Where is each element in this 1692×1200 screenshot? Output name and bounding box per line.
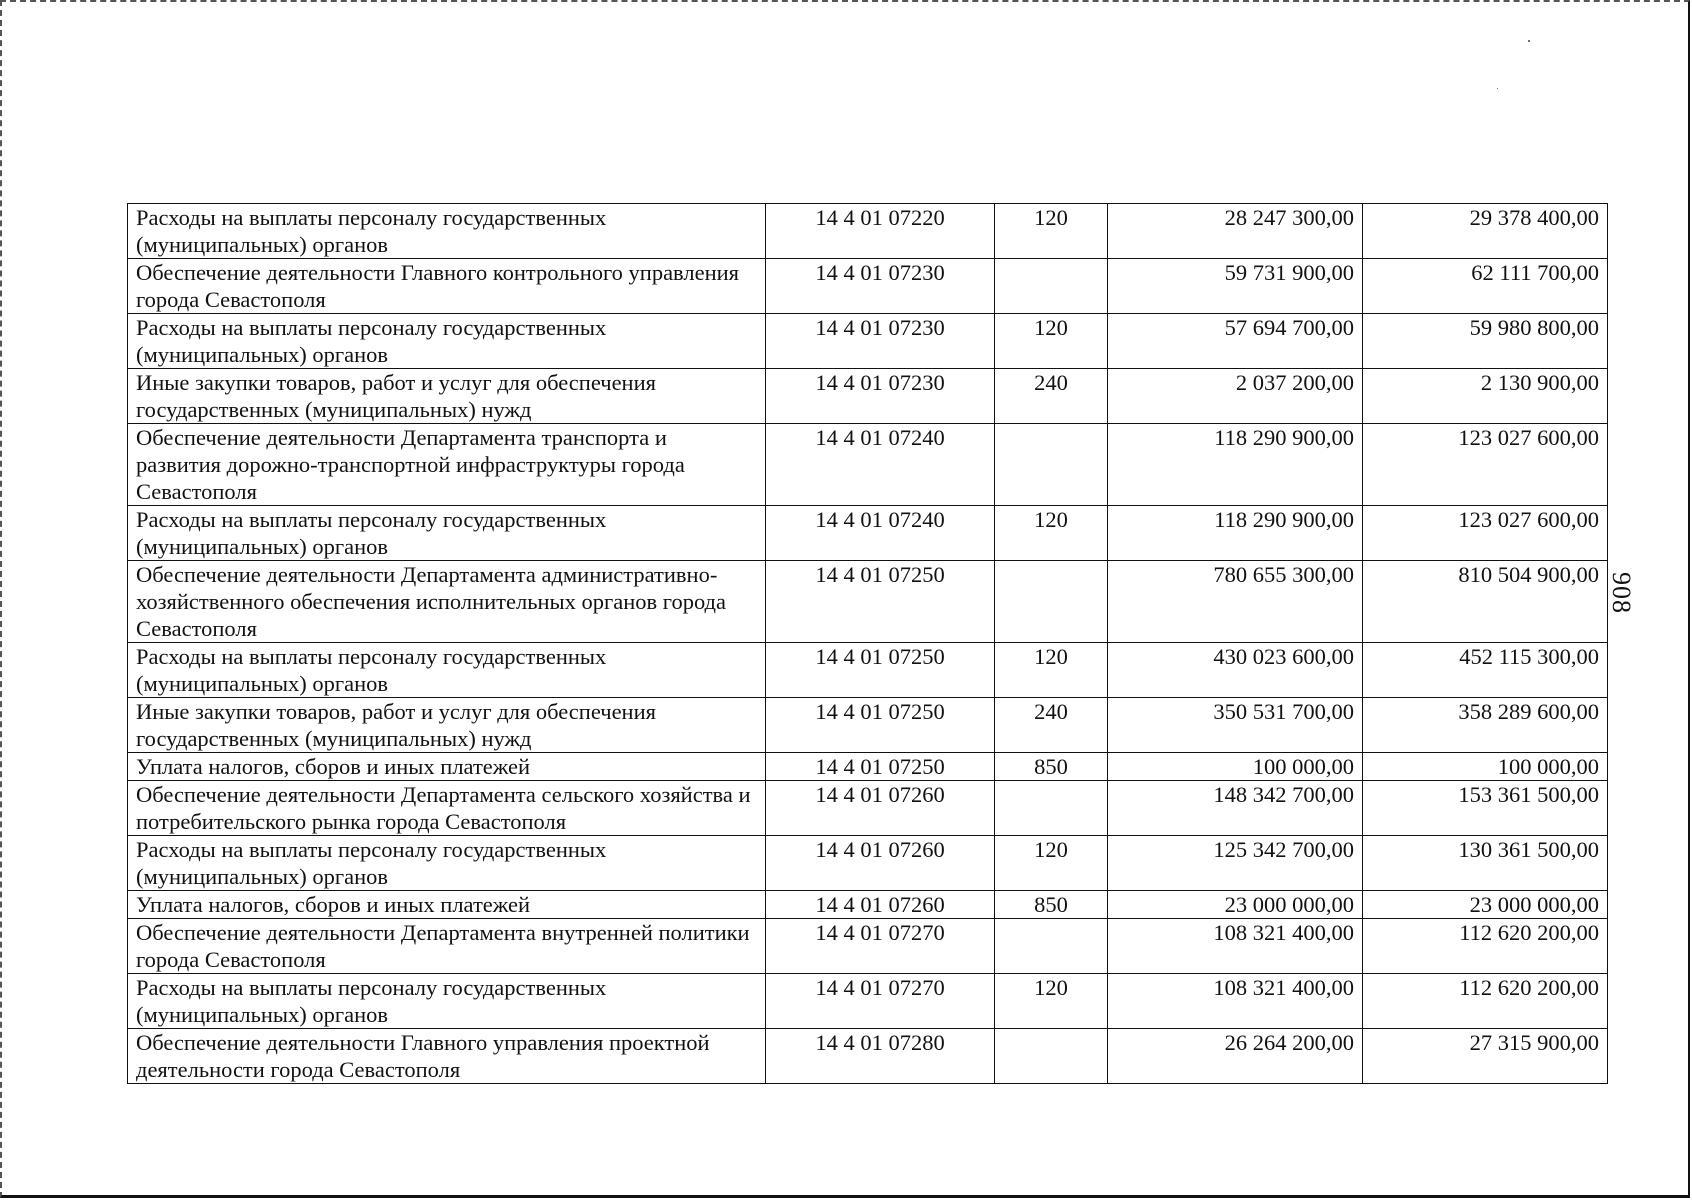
table-row xyxy=(128,643,1608,698)
table-row xyxy=(128,259,1608,314)
amount-second-year-cell: 153 361 500,00 xyxy=(1363,781,1608,836)
amount-first-year-cell: 28 247 300,00 xyxy=(1108,204,1363,259)
expense-type-code-cell xyxy=(995,919,1108,974)
expense-type-code-cell: 120 xyxy=(995,204,1108,259)
table-row xyxy=(128,781,1608,836)
amount-first-year-cell: 2 037 200,00 xyxy=(1108,369,1363,424)
expense-name-cell: Расходы на выплаты персоналу государственных (муниципальных) органов xyxy=(128,506,766,561)
amount-first-year-cell: 118 290 900,00 xyxy=(1108,424,1363,506)
expense-type-code-cell: 120 xyxy=(995,506,1108,561)
expense-name-cell: Расходы на выплаты персоналу государственных (муниципальных) органов xyxy=(128,836,766,891)
target-article-code-cell: 14 4 01 07240 xyxy=(766,424,995,506)
target-article-code-cell: 14 4 01 07230 xyxy=(766,259,995,314)
amount-second-year-cell: 112 620 200,00 xyxy=(1363,919,1608,974)
table-row xyxy=(128,204,1608,259)
target-article-code-cell: 14 4 01 07270 xyxy=(766,974,995,1029)
expense-name-cell: Расходы на выплаты персоналу государственных (муниципальных) органов xyxy=(128,314,766,369)
amount-first-year-cell: 118 290 900,00 xyxy=(1108,506,1363,561)
amount-second-year-cell: 27 315 900,00 xyxy=(1363,1029,1608,1084)
amount-first-year-cell: 108 321 400,00 xyxy=(1108,974,1363,1029)
expense-name-cell: Расходы на выплаты персоналу государственных (муниципальных) органов xyxy=(128,204,766,259)
expense-name-cell: Обеспечение деятельности Департамента транспорта и развития дорожно-транспортной инфраструктуры города Севастополя xyxy=(128,424,766,506)
amount-first-year-cell: 100 000,00 xyxy=(1108,753,1363,781)
target-article-code-cell: 14 4 01 07250 xyxy=(766,753,995,781)
expense-type-code-cell: 850 xyxy=(995,891,1108,919)
target-article-code-cell: 14 4 01 07230 xyxy=(766,314,995,369)
expense-type-code-cell: 120 xyxy=(995,836,1108,891)
table-row xyxy=(128,974,1608,1029)
amount-second-year-cell: 358 289 600,00 xyxy=(1363,698,1608,753)
expense-type-code-cell: 120 xyxy=(995,643,1108,698)
table-row xyxy=(128,753,1608,781)
expense-name-cell: Обеспечение деятельности Департамента сельского хозяйства и потребительского рынка города Севастополя xyxy=(128,781,766,836)
table-row xyxy=(128,369,1608,424)
expense-type-code-cell: 240 xyxy=(995,698,1108,753)
expense-name-cell: Обеспечение деятельности Департамента внутренней политики города Севастополя xyxy=(128,919,766,974)
amount-first-year-cell: 59 731 900,00 xyxy=(1108,259,1363,314)
target-article-code-cell: 14 4 01 07260 xyxy=(766,781,995,836)
budget-table-body xyxy=(128,204,1608,1084)
amount-first-year-cell: 780 655 300,00 xyxy=(1108,561,1363,643)
amount-first-year-cell: 26 264 200,00 xyxy=(1108,1029,1363,1084)
target-article-code-cell: 14 4 01 07250 xyxy=(766,561,995,643)
amount-second-year-cell: 23 000 000,00 xyxy=(1363,891,1608,919)
amount-first-year-cell: 23 000 000,00 xyxy=(1108,891,1363,919)
amount-first-year-cell: 108 321 400,00 xyxy=(1108,919,1363,974)
amount-first-year-cell: 350 531 700,00 xyxy=(1108,698,1363,753)
amount-second-year-cell: 62 111 700,00 xyxy=(1363,259,1608,314)
target-article-code-cell: 14 4 01 07250 xyxy=(766,698,995,753)
expense-type-code-cell: 850 xyxy=(995,753,1108,781)
expense-type-code-cell: 240 xyxy=(995,369,1108,424)
expense-name-cell: Расходы на выплаты персоналу государственных (муниципальных) органов xyxy=(128,974,766,1029)
target-article-code-cell: 14 4 01 07220 xyxy=(766,204,995,259)
budget-table xyxy=(127,203,1608,1084)
expense-type-code-cell: 120 xyxy=(995,974,1108,1029)
target-article-code-cell: 14 4 01 07260 xyxy=(766,836,995,891)
table-row xyxy=(128,506,1608,561)
scan-speck xyxy=(1528,40,1530,42)
amount-second-year-cell: 100 000,00 xyxy=(1363,753,1608,781)
target-article-code-cell: 14 4 01 07230 xyxy=(766,369,995,424)
expense-name-cell: Уплата налогов, сборов и иных платежей xyxy=(128,753,766,781)
amount-second-year-cell: 2 130 900,00 xyxy=(1363,369,1608,424)
expense-type-code-cell xyxy=(995,561,1108,643)
expense-type-code-cell xyxy=(995,781,1108,836)
amount-first-year-cell: 57 694 700,00 xyxy=(1108,314,1363,369)
table-row xyxy=(128,561,1608,643)
expense-name-cell: Иные закупки товаров, работ и услуг для обеспечения государственных (муниципальных) нужд xyxy=(128,698,766,753)
table-row xyxy=(128,891,1608,919)
expense-name-cell: Обеспечение деятельности Главного контрольного управления города Севастополя xyxy=(128,259,766,314)
expense-name-cell: Обеспечение деятельности Главного управления проектной деятельности города Севастополя xyxy=(128,1029,766,1084)
target-article-code-cell: 14 4 01 07270 xyxy=(766,919,995,974)
amount-second-year-cell: 123 027 600,00 xyxy=(1363,506,1608,561)
expense-type-code-cell: 120 xyxy=(995,314,1108,369)
amount-second-year-cell: 130 361 500,00 xyxy=(1363,836,1608,891)
amount-second-year-cell: 810 504 900,00 xyxy=(1363,561,1608,643)
table-row xyxy=(128,836,1608,891)
expense-name-cell: Иные закупки товаров, работ и услуг для обеспечения государственных (муниципальных) нужд xyxy=(128,369,766,424)
target-article-code-cell: 14 4 01 07280 xyxy=(766,1029,995,1084)
amount-second-year-cell: 59 980 800,00 xyxy=(1363,314,1608,369)
table-row xyxy=(128,314,1608,369)
table-row xyxy=(128,424,1608,506)
target-article-code-cell: 14 4 01 07250 xyxy=(766,643,995,698)
amount-second-year-cell: 29 378 400,00 xyxy=(1363,204,1608,259)
expense-type-code-cell xyxy=(995,259,1108,314)
table-row xyxy=(128,1029,1608,1084)
amount-first-year-cell: 430 023 600,00 xyxy=(1108,643,1363,698)
amount-second-year-cell: 123 027 600,00 xyxy=(1363,424,1608,506)
table-row xyxy=(128,698,1608,753)
expense-type-code-cell xyxy=(995,1029,1108,1084)
expense-name-cell: Обеспечение деятельности Департамента административно-хозяйственного обеспечения исполнительных органов города Севастополя xyxy=(128,561,766,643)
expense-type-code-cell xyxy=(995,424,1108,506)
amount-second-year-cell: 452 115 300,00 xyxy=(1363,643,1608,698)
target-article-code-cell: 14 4 01 07240 xyxy=(766,506,995,561)
expense-name-cell: Расходы на выплаты персоналу государственных (муниципальных) органов xyxy=(128,643,766,698)
scan-speck xyxy=(1497,88,1498,89)
expense-name-cell: Уплата налогов, сборов и иных платежей xyxy=(128,891,766,919)
target-article-code-cell: 14 4 01 07260 xyxy=(766,891,995,919)
table-row xyxy=(128,919,1608,974)
amount-first-year-cell: 125 342 700,00 xyxy=(1108,836,1363,891)
amount-first-year-cell: 148 342 700,00 xyxy=(1108,781,1363,836)
amount-second-year-cell: 112 620 200,00 xyxy=(1363,974,1608,1029)
page-number: 908 xyxy=(1607,572,1636,614)
